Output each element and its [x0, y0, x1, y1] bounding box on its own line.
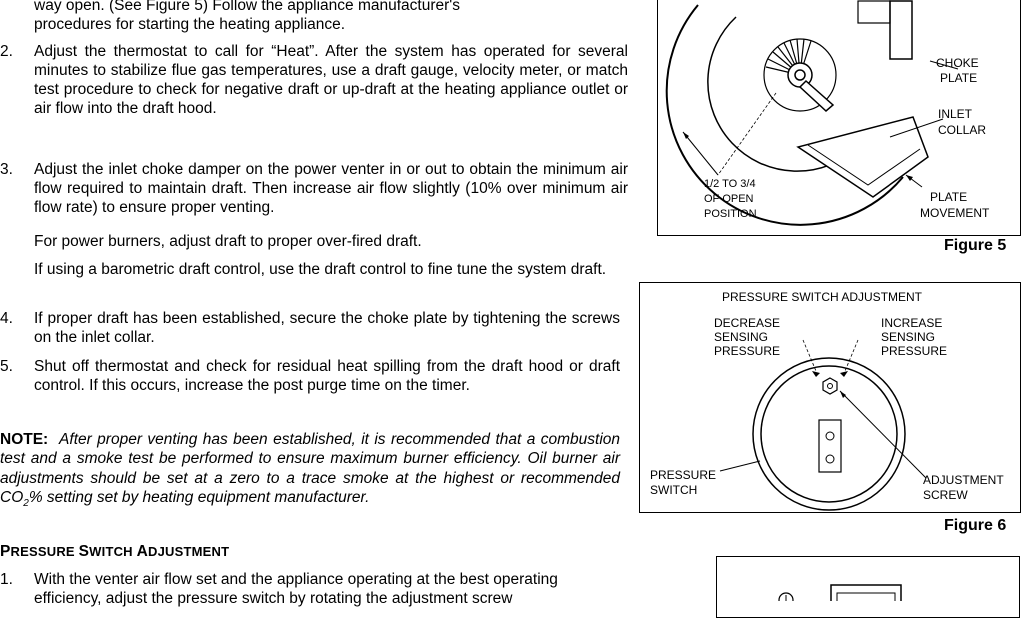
intro-line-1: way open. (See Figure 5) Follow the appliance manufacturer's — [34, 0, 460, 14]
figure-6-drawing — [640, 283, 1020, 512]
fig6-inc-2: SENSING — [881, 330, 936, 344]
last-step-line-2: efficiency, adjust the pressure switch by rotating the adjustment screw — [34, 590, 513, 607]
fig6-adj-1: ADJUSTMENT — [923, 473, 1004, 487]
fig6-dec-2: SENSING — [714, 330, 769, 344]
step-5-number: 5. — [0, 358, 13, 375]
sub-power-burners: For power burners, adjust draft to proper over-fired draft. — [34, 233, 422, 250]
sub-barometric: If using a barometric draft control, use the draft control to fine tune the system draft. — [34, 261, 607, 278]
step-2-number: 2. — [0, 43, 13, 60]
figure-5-frame — [657, 0, 1021, 236]
figure-6-caption: Figure 6 — [944, 517, 1007, 534]
fig6-inc-1: INCREASE — [881, 316, 943, 330]
note-text-a: After proper venting has been established, it is recommended that a combustion test and a smoke test be performed to ensure maximum burner efficiency. Oil burner air adjustments should be set at a zero to a trace smoke at the highest or recommended CO — [0, 431, 620, 506]
fig5-label-choke-1: CHOKE — [936, 56, 979, 70]
last-step-line-1: With the venter air flow set and the appliance operating at the best operating — [34, 571, 558, 588]
fig5-label-open-3: POSITION — [704, 208, 757, 220]
note-text-b: % setting set by heating equipment manufacturer. — [28, 488, 370, 506]
fig5-label-plate-2: MOVEMENT — [920, 206, 990, 220]
fig6-adj-2: SCREW — [923, 488, 968, 502]
step-3-text: Adjust the inlet choke damper on the power venter in or out to obtain the minimum air flow required to maintain draft. Then increase air flow slightly (10% over minimum air flow rate) to ensure proper venting. — [34, 161, 628, 216]
figure-5-caption: Figure 5 — [944, 237, 1007, 254]
fig6-ps-1: PRESSURE — [650, 468, 717, 482]
fig5-label-inlet-2: COLLAR — [938, 123, 987, 137]
note-label: NOTE: — [0, 431, 49, 448]
fig5-label-inlet-1: INLET — [938, 107, 973, 121]
fig6-ps-2: SWITCH — [650, 483, 698, 497]
fig6-dec-3: PRESSURE — [714, 344, 781, 358]
figure-7-frame-partial — [716, 556, 1020, 618]
note-paragraph — [0, 430, 620, 513]
fig5-label-choke-2: PLATE — [940, 71, 978, 85]
step-5-text: Shut off thermostat and check for residual heat spilling from the draft hood or draft control. If this occurs, increase the post purge time on the timer. — [34, 358, 620, 394]
figure-7-drawing — [717, 557, 1019, 601]
fig5-label-plate-1: PLATE — [930, 190, 968, 204]
fig6-inc-3: PRESSURE — [881, 344, 948, 358]
figure-6-frame — [639, 282, 1021, 513]
step-3-number: 3. — [0, 161, 13, 178]
intro-line-2: procedures for starting the heating appliance. — [34, 16, 346, 33]
last-step-number: 1. — [0, 571, 13, 588]
fig6-title: PRESSURE SWITCH ADJUSTMENT — [722, 290, 923, 304]
fig5-label-open-1: 1/2 TO 3/4 — [704, 178, 756, 190]
step-2-text: Adjust the thermostat to call for “Heat”. After the system has operated for several minutes to stabilize flue gas temperatures, use a draft gauge, velocity meter, or match test procedure to check for negative draft or up-draft at the heating appliance outlet or air flow into the draft hood. — [34, 43, 628, 117]
section-heading: PRESSURE SWITCH ADJUSTMENT — [0, 543, 230, 560]
fig5-label-open-2: OF OPEN — [704, 193, 754, 205]
figure-5-drawing — [658, 0, 1020, 235]
step-4-number: 4. — [0, 310, 13, 327]
step-4-text: If proper draft has been established, secure the choke plate by tightening the screws on the inlet collar. — [34, 310, 620, 346]
note-subscript: 2 — [23, 497, 29, 509]
fig6-dec-1: DECREASE — [714, 316, 781, 330]
